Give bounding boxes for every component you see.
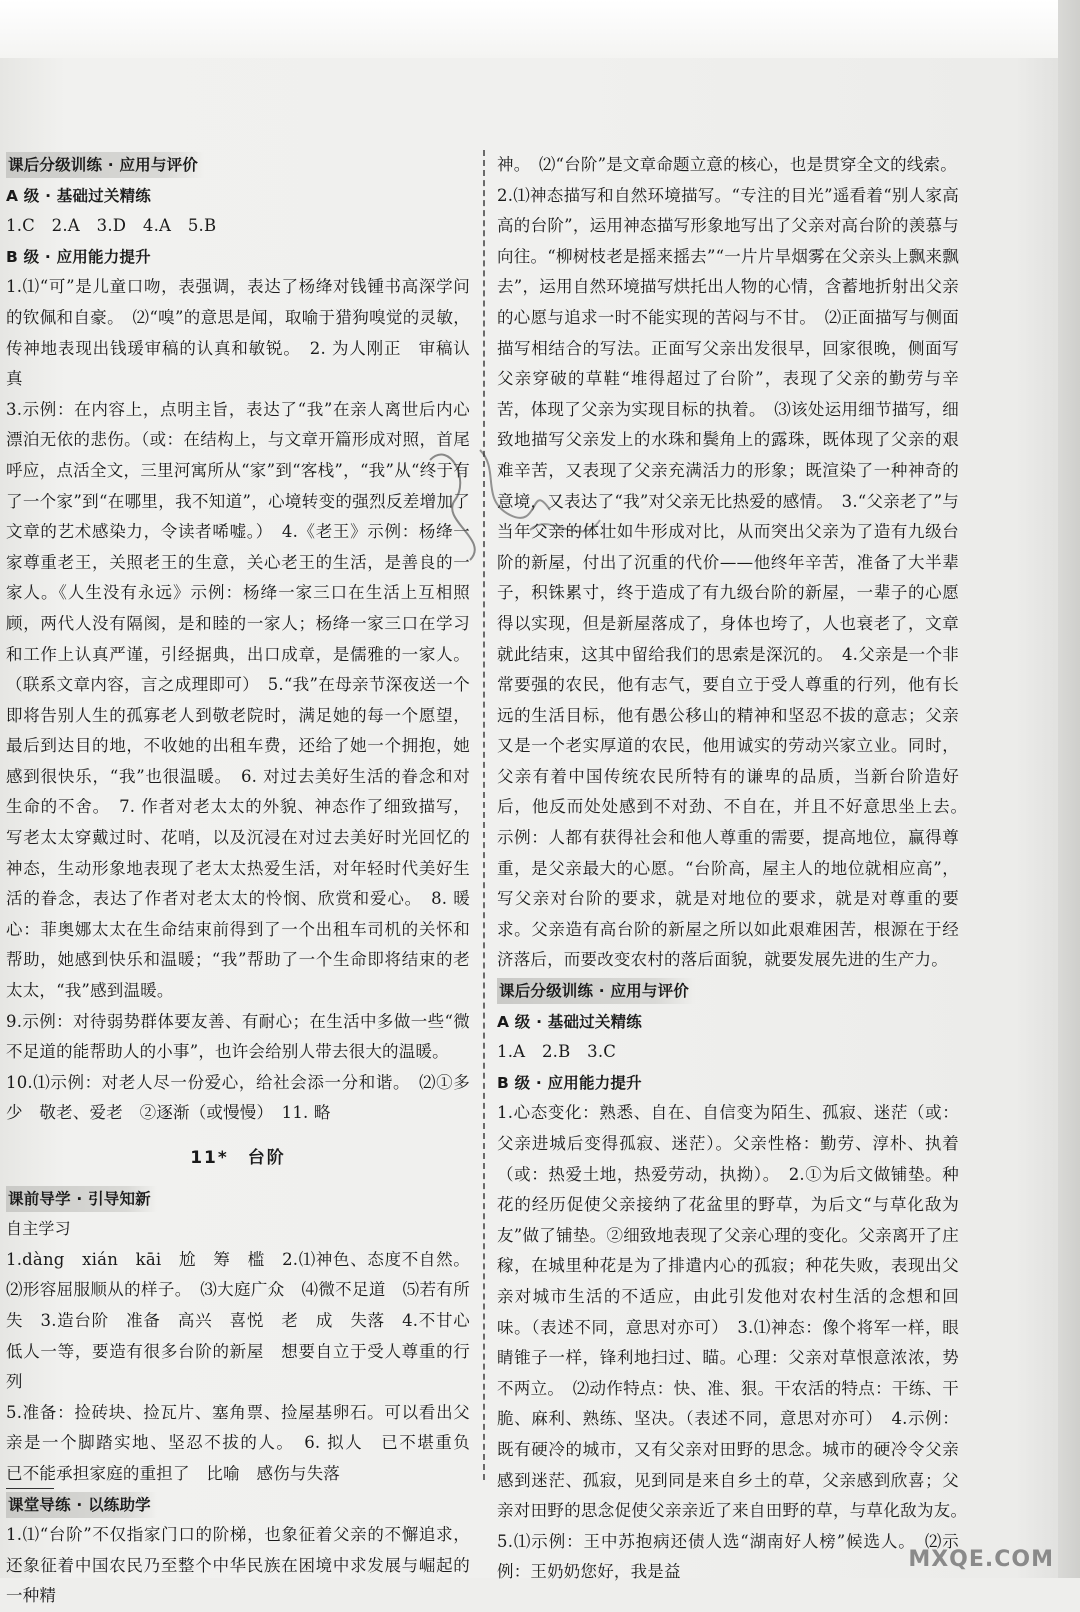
sub-heading: 自主学习 [6, 1219, 71, 1239]
section-heading: 课堂导练 · 以练助学 [6, 1492, 157, 1518]
footer-rule [6, 1488, 54, 1489]
level-a-answers: 1.A 2.B 3.C [497, 1042, 617, 1062]
right-column [497, 150, 976, 1588]
level-a-answers: 1.C 2.A 3.D 4.A 5.B [6, 216, 217, 236]
page-binding-edge [1058, 0, 1080, 1578]
watermark-text: MXQE.COM [908, 1547, 1054, 1572]
level-b-heading: B 级 · 应用能力提升 [497, 1073, 642, 1092]
answer-paragraph: 2.⑴神态描写和自然环境描写。“专注的目光”遥看着“别人家高高的台阶”，运用神态描写形象地写出了父亲对高台阶的羡慕与向往。“柳树枝老是摇来摇去”“一片片旱烟雾在父亲头上飘来飘去”，运用自然环境描写烘托出人物的心情，含蓄地折射出父亲的心愿与追求一时不能实现的苦闷与不甘。 ⑵正面描写与侧面描写相结合的写法。正面写父亲出发很早，回家很晚，侧面写父亲穿破的草鞋“堆得超过了台阶”，表现了父亲的勤劳与辛苦，体现了父亲为实现目标的执着。 ⑶该处运用细节描写，细致地描写父亲发上的水珠和鬓角上的露珠，既体现了父亲的艰难辛苦，又表现了父亲充满活力的形象；既渲染了一种神奇的意境，又表达了“我”对父亲无比热爱的感情。 3.“父亲老了”与当年父亲的体壮如牛形成对比，从而突出父亲为了造有九级台阶的新屋，付出了沉重的代价——他终年辛苦，准备了大半辈子，积铢累寸，终于造成了有九级台阶的新屋，一辈子的心愿得以实现，但是新屋落成了，身体也垮了，人也衰老了，文章就此结束，这其中留给我们的思索是深沉的。 4.父亲是一个非常要强的农民，他有志气，要自立于受人尊重的行列，他有长远的生活目标，他有愚公移山的精神和坚忍不拔的意志；父亲又是一个老实厚道的农民，他用诚实的劳动兴家立业。同时，父亲有着中国传统农民所特有的谦卑的品质，当新台阶造好后，他反而处处感到不对劲、不自在，并且不好意思坐上去。 示例：人都有获得社会和他人尊重的需要，提高地位，赢得尊重，是父亲最大的心愿。“台阶高，屋主人的地位就相应高”，写父亲对台阶的要求，就是对地位的要求，就是对尊重的要求。父亲造有高台阶的新屋之所以如此艰难困苦，根源在于经济落后，而要改变农村的落后面貌，就要发展先进的生产力。 [497, 185, 976, 970]
section-heading: 课后分级训练 · 应用与评价 [497, 978, 695, 1004]
level-b-heading: B 级 · 应用能力提升 [6, 247, 151, 266]
answer-paragraph: 10.⑴示例：对老人尽一份爱心，给社会添一分和谐。 ⑵①多少 敬老、爱老 ②逐渐（或慢慢） 11. 略 [6, 1072, 470, 1123]
handwriting-scribble [410, 420, 630, 580]
level-a-heading: A 级 · 基础过关精练 [497, 1012, 642, 1031]
section-heading: 课后分级训练 · 应用与评价 [6, 152, 204, 178]
left-column [6, 150, 487, 1612]
answer-paragraph: 1.⑴“台阶”不仅指家门口的阶梯，也象征着父亲的不懈追求，还象征着中国农民乃至整个中华民族在困境中求发展与崛起的一种精 [6, 1525, 470, 1606]
column-divider [483, 150, 485, 1480]
answer-paragraph: 神。 ⑵“台阶”是文章命题立意的核心，也是贯穿全文的线索。 [497, 155, 957, 174]
answer-paragraph: 3.示例：在内容上，点明主旨，表达了“我”在亲人离世后内心漂泊无依的悲伤。（或：在结构上，与文章开篇形成对照，首尾呼应，点活全文，三里河寓所从“家”到“客栈”，“我”从“终于有了一个家”到“在哪里，我不知道”，心境转变的强烈反差增加了文章的艺术感染力，令读者唏嘘。） 4.《老王》示例：杨绛一家尊重老王，关照老王的生意，关心老王的生活，是善良的一家人。《人生没有永远》示例：杨绛一家三口在生活上互相照顾，两代人没有隔阂，是和睦的一家人；杨绛一家三口在学习和工作上认真严谨，引经据典，出口成章，是儒雅的一家人。（联系文章内容，言之成理即可） 5.“我”在母亲节深夜送一个即将告别人生的孤寡老人到敬老院时，满足她的每一个愿望，最后到达目的地，不收她的出租车费，还给了她一个拥抱，她感到很快乐，“我”也很温暖。 6. 对过去美好生活的眷念和对生命的不舍。 7. 作者对老太太的外貌、神态作了细致描写，写老太太穿戴过时、花哨，以及沉浸在对过去美好时光回忆的神态，生动形象地表现了老太太热爱生活，对年轻时代美好生活的眷念，表达了作者对老太太的怜悯、欣赏和爱心。 8. 暖心：菲奥娜太太在生命结束前得到了一个出租车司机的关怀和帮助，她感到快乐和温暖；“我”帮助了一个生命即将结束的老太太，“我”感到温暖。 [6, 399, 470, 1001]
answer-paragraph: 5.准备：捡砖块、捡瓦片、塞角票、捡屋基卵石。可以看出父亲是一个脚踏实地、坚忍不拔的人。 6. 拟人 已不堪重负 已不能承担家庭的重担了 比喻 感伤与失落 [6, 1402, 487, 1483]
answer-paragraph: 1.⑴“可”是儿童口吻，表强调，表达了杨绛对钱锺书高深学问的钦佩和自豪。 ⑵“嗅”的意思是闻，取喻于猎狗嗅觉的灵敏，传神地表现出钱瑗审稿的认真和敏锐。 2. 为人刚正 审稿认真 [6, 277, 470, 389]
section-heading: 课前导学 · 引导知新 [6, 1186, 157, 1212]
answer-paragraph: 9.示例：对待弱势群体要友善、有耐心；在生活中多做一些“微不足道的能帮助人的小事”，也许会给别人带去很大的温暖。 [6, 1011, 470, 1062]
site-watermark [824, 1500, 1054, 1572]
page-top-margin [0, 0, 1080, 58]
level-a-heading: A 级 · 基础过关精练 [6, 186, 151, 205]
answer-paragraph: 1.心态变化：熟悉、自在、自信变为陌生、孤寂、迷茫（或：父亲进城后变得孤寂、迷茫）。父亲性格：勤劳、淳朴、执着（或：热爱土地，热爱劳动，执拗）。 2.①为后文做铺垫。种花的经历促使父亲接纳了花盆里的野草，为后文“与草化敌为友”做了铺垫。②细致地表现了父亲心理的变化。父亲离开了庄稼，在城里种花是为了排遣内心的孤寂；种花失败，表现出父亲对城市生活的不适应，由此引发他对农村生活的念想和回味。（表述不同，意思对亦可） 3.⑴神态：像个将军一样，眼睛锥子一样，锋利地扫过、瞄。心理：父亲对草恨意浓浓，势不两立。 ⑵动作特点：快、准、狠。干农活的特点：干练、干脆、麻利、熟练、坚决。（表述不同，意思对亦可） 4.示例：既有硬冷的城市，又有父亲对田野的思念。城市的硬冷令父亲感到迷茫、孤寂，见到同是来自乡土的草，父亲感到欣喜；父亲对田野的思念促使父亲亲近了来自田野的草，与草化敌为友。 5.⑴示例：王中苏抱病还债人选“湖南好人榜”候选人。 ⑵示例：王奶奶您好，我是益 [497, 1103, 976, 1582]
lesson-title: 11* 台阶 [190, 1148, 286, 1168]
answer-paragraph: 1.dàng xián kāi 尬 筹 槛 2.⑴神色、态度不自然。⑵形容屈服顺从的样子。 ⑶大庭广众 ⑷微不足道 ⑸若有所失 3.造台阶 准备 高兴 喜悦 老 成 失落 4.不甘心低人一等，要造有很多台阶的新屋 想要自立于受人尊重的行列 [6, 1249, 470, 1392]
